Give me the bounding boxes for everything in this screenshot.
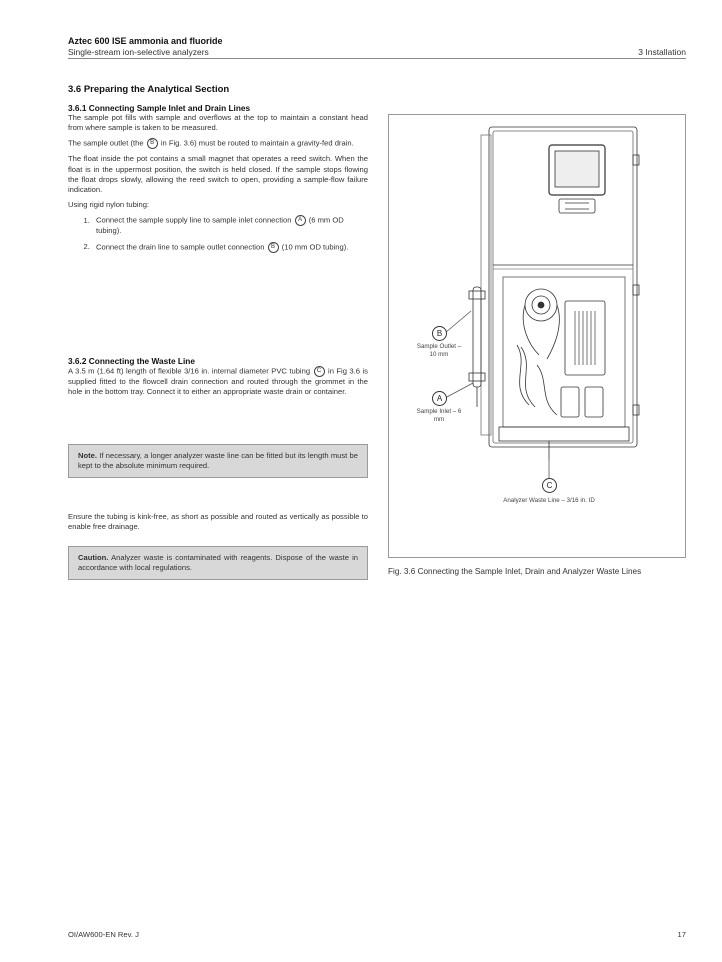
text-fragment: (6 mm OD tubing). xyxy=(96,215,344,236)
figure-frame xyxy=(388,114,686,558)
paragraph-waste-tubing xyxy=(68,366,368,397)
chapter-label: 3 Installation xyxy=(638,47,686,57)
paragraph-sample-outlet xyxy=(68,138,368,149)
paragraph-kink-free-wrap xyxy=(68,512,368,532)
connection-steps-list xyxy=(68,215,368,252)
paragraph-float: The float inside the pot contains a small magnet that operates a reed switch. When the float is in the uppermost position, the switch is held closed. If the sample stops flowing the float drops slowly, allowing the reed switch to open, providing a sample-flow failure indication. xyxy=(68,154,368,195)
caution-label: Caution. xyxy=(78,553,109,562)
callout-c-label: Analyzer Waste Line – 3/16 in. ID xyxy=(503,497,595,504)
callout-marker: B xyxy=(268,242,279,253)
section-heading: 3.6 Preparing the Analytical Section xyxy=(68,84,230,95)
list-item xyxy=(92,215,368,236)
text-fragment: The sample outlet (the xyxy=(68,138,144,148)
text-fragment: in Fig 3.6 is supplied fitted to the flowcell drain connection and routed through the grommet in the hole in the bottom tray. Connect it to either an appropriate waste drain or container. xyxy=(68,366,368,397)
footer-doc-number: OI/AW600-EN Rev. J xyxy=(68,930,139,939)
footer-page-number: 17 xyxy=(677,930,686,939)
subsection-inlet-drain xyxy=(68,103,368,258)
header-divider xyxy=(68,58,686,59)
subsection-waste-line xyxy=(68,356,368,397)
document-subtitle: Single-stream ion-selective analyzers xyxy=(68,47,209,57)
document-title: Aztec 600 ISE ammonia and fluoride xyxy=(68,36,223,46)
paragraph-tubing-intro: Using rigid nylon tubing: xyxy=(68,200,150,210)
caution-text: Analyzer waste is contaminated with reagents. Dispose of the waste in accordance with local regulations. xyxy=(78,553,358,573)
text-fragment: Connect the sample supply line to sample inlet connection xyxy=(96,215,292,225)
subsection-heading-waste: 3.6.2 Connecting the Waste Line xyxy=(68,356,195,366)
subsection-heading-inlet: 3.6.1 Connecting Sample Inlet and Drain Lines xyxy=(68,103,251,113)
text-fragment: (10 mm OD tubing). xyxy=(281,242,349,252)
callout-c-marker: C xyxy=(542,478,557,493)
callout-b-label: Sample Outlet – 10 mm xyxy=(416,343,462,358)
callout-a-label: Sample Inlet – 6 mm xyxy=(416,408,462,423)
paragraph-sample-pot: The sample pot fills with sample and overflows at the top to maintain a constant head from where sample is taken to be measured. xyxy=(68,113,368,133)
list-item xyxy=(92,242,368,253)
callout-marker: B xyxy=(147,138,158,149)
figure-caption: Fig. 3.6 Connecting the Sample Inlet, Drain and Analyzer Waste Lines xyxy=(388,567,642,576)
text-fragment: in Fig. 3.6) must be routed to maintain a gravity-fed drain. xyxy=(160,138,354,148)
text-fragment: A 3.5 m (1.64 ft) length of flexible 3/16 in. internal diameter PVC tubing xyxy=(68,366,311,376)
callout-marker: A xyxy=(295,215,306,226)
callout-a-marker: A xyxy=(432,391,447,406)
caution-box xyxy=(68,546,368,580)
text-fragment: Connect the drain line to sample outlet connection xyxy=(96,242,265,252)
callout-marker: C xyxy=(314,366,325,377)
note-label: Note. xyxy=(78,451,97,460)
note-box xyxy=(68,444,368,478)
note-text: If necessary, a longer analyzer waste line can be fitted but its length must be kept to the absolute minimum required. xyxy=(78,451,358,471)
callout-b-marker: B xyxy=(432,326,447,341)
paragraph-kink-free: Ensure the tubing is kink-free, as short as possible and routed as vertically as possible to enable free drainage. xyxy=(68,512,368,532)
